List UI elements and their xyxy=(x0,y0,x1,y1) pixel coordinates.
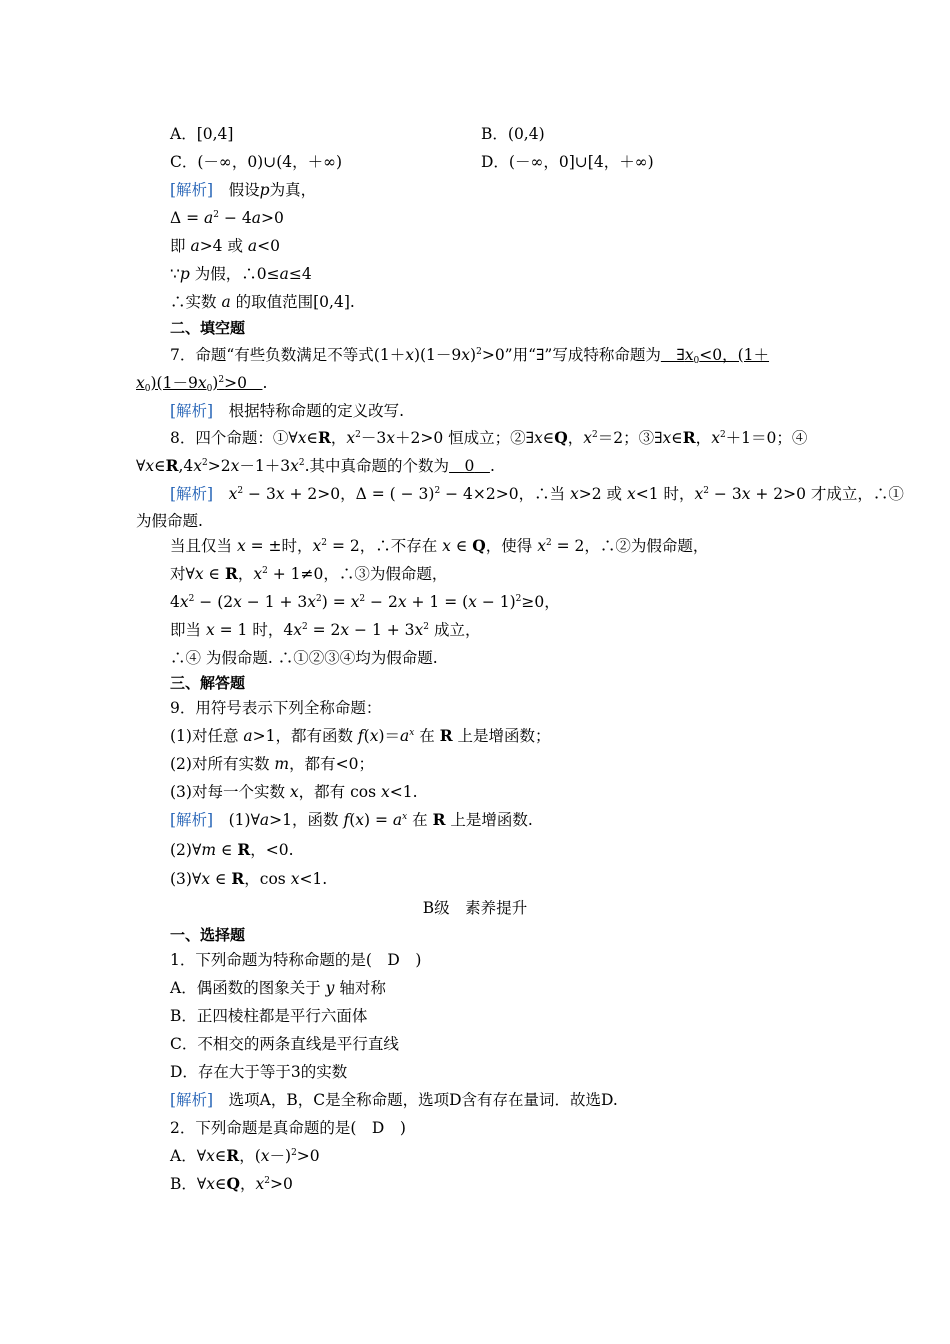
analysis-tag: [解析] xyxy=(170,1091,214,1109)
option-b: B．(0,4) xyxy=(481,125,545,143)
q7-answer: $x_0)(1-9x_0)^2>0$ . xyxy=(136,374,268,394)
b1-stem: 1．下列命题为特称命题的是( D ) xyxy=(170,951,422,969)
q6-solution-line1: [解析] 假设p为真， xyxy=(170,181,317,199)
q9-sub2: (2)对所有实数 m，都有<0； xyxy=(170,755,374,773)
q6-solution-line2: $\Delta = a^2 - 4a>0$ xyxy=(170,209,284,227)
analysis-tag: [解析] xyxy=(170,485,214,503)
b2-option-b: B．∀x∈Q，$x^2>0$ xyxy=(170,1174,293,1193)
q8-stem-line2: $\forall x\in R,4x^2>2x-1+3x^2$.其中真命题的个数为 0 . xyxy=(136,456,495,475)
q8-solution-line3: 当且仅当 x = ±时，$x^2 = 2$，∴不存在 x ∈ Q，使得 $x^2 = 2$，∴②为假命题， xyxy=(170,536,709,555)
analysis-tag: [解析] xyxy=(170,811,214,829)
q8-solution-line4: 对∀x ∈ R，$x^2 + 1\ne 0$，∴③为假命题， xyxy=(170,564,448,583)
q7-solution: [解析] 根据特称命题的定义改写. xyxy=(170,402,405,420)
q9-answer2: (2)∀m ∈ R，<0. xyxy=(170,840,294,859)
q8-solution-line5: $4x^2 - (2x - 1 + 3x^2) = x^2 - 2x + 1 = (x - 1)^2\ge 0$， xyxy=(170,593,560,611)
q9-answer3: (3)∀x ∈ R，cos x<1. xyxy=(170,869,328,888)
b2-stem: 2．下列命题是真命题的是( D ) xyxy=(170,1119,406,1137)
b1-option-a: A．偶函数的图象关于 y 轴对称 xyxy=(170,979,386,997)
q6-solution-line5: ∴实数 a 的取值范围[0,4]. xyxy=(170,293,355,311)
analysis-tag: [解析] xyxy=(170,181,214,199)
q9-stem: 9．用符号表示下列全称命题： xyxy=(170,699,382,717)
b1-option-c: C．不相交的两条直线是平行直线 xyxy=(170,1035,399,1053)
q8-solution-line2: 为假命题. xyxy=(136,512,203,530)
option-c: C．(－∞，0)∪(4，＋∞) xyxy=(170,153,343,171)
q8-solution-line7: ∴④ 为假命题. ∴①②③④均为假命题. xyxy=(170,649,438,667)
q7-stem: 7．命题“有些负数满足不等式$(1+x)(1-9x)^2>0$”用“∃”写成特称命题为 $\exists x_0<0$，(1＋ xyxy=(170,346,770,366)
q9-sub1: (1)对任意 a>1，都有函数 $f(x)=a^x$ 在 R 上是增函数； xyxy=(170,726,551,745)
b2-option-a: A．∀x∈R，$(x-)^2>0$ xyxy=(170,1146,320,1165)
level-b-title: B级 素养提升 xyxy=(422,899,528,917)
q8-stem-line1: 8．四个命题：①∀x∈R，$x^2-3x+2>0$ 恒成立；②∃x∈Q，$x^2=2$；③∃x∈R，$x^2+1=0$；④ xyxy=(170,428,808,447)
q8-solution-line1: [解析] $x^2 - 3x + 2>0$，Δ = ( − 3)$^2$ − 4×2>0，∴当 x>2 或 x<1 时，$x^2 - 3x + 2>0$ 才成立，∴① xyxy=(170,485,904,503)
q6-solution-line3: 即 a>4 或 a<0 xyxy=(170,237,280,255)
q8-answer: 0 xyxy=(464,457,475,475)
option-d: D．(－∞，0]∪[4，＋∞) xyxy=(481,153,654,171)
q9-answer1: [解析] (1)∀a>1，函数 $f(x) = a^x$ 在 R 上是增函数. xyxy=(170,810,533,829)
b1-solution: [解析] 选项A，B，C是全称命题，选项D含有存在量词．故选D. xyxy=(170,1091,618,1109)
b1-option-b: B．正四棱柱都是平行六面体 xyxy=(170,1007,368,1025)
section-choice: 一、选择题 xyxy=(170,926,246,944)
q6-solution-line4: ∵p 为假，∴0≤a≤4 xyxy=(170,265,312,283)
section-fill-blank: 二、填空题 xyxy=(170,319,246,337)
analysis-tag: [解析] xyxy=(170,402,214,420)
option-a: A．[0,4] xyxy=(170,125,234,143)
section-answer: 三、解答题 xyxy=(170,674,246,692)
b1-option-d: D．存在大于等于3的实数 xyxy=(170,1063,348,1081)
q9-sub3: (3)对每一个实数 x，都有 cos x<1. xyxy=(170,783,418,801)
q8-solution-line6: 即当 x = 1 时，$4x^2 = 2x - 1 + 3x^2$ 成立， xyxy=(170,621,481,639)
